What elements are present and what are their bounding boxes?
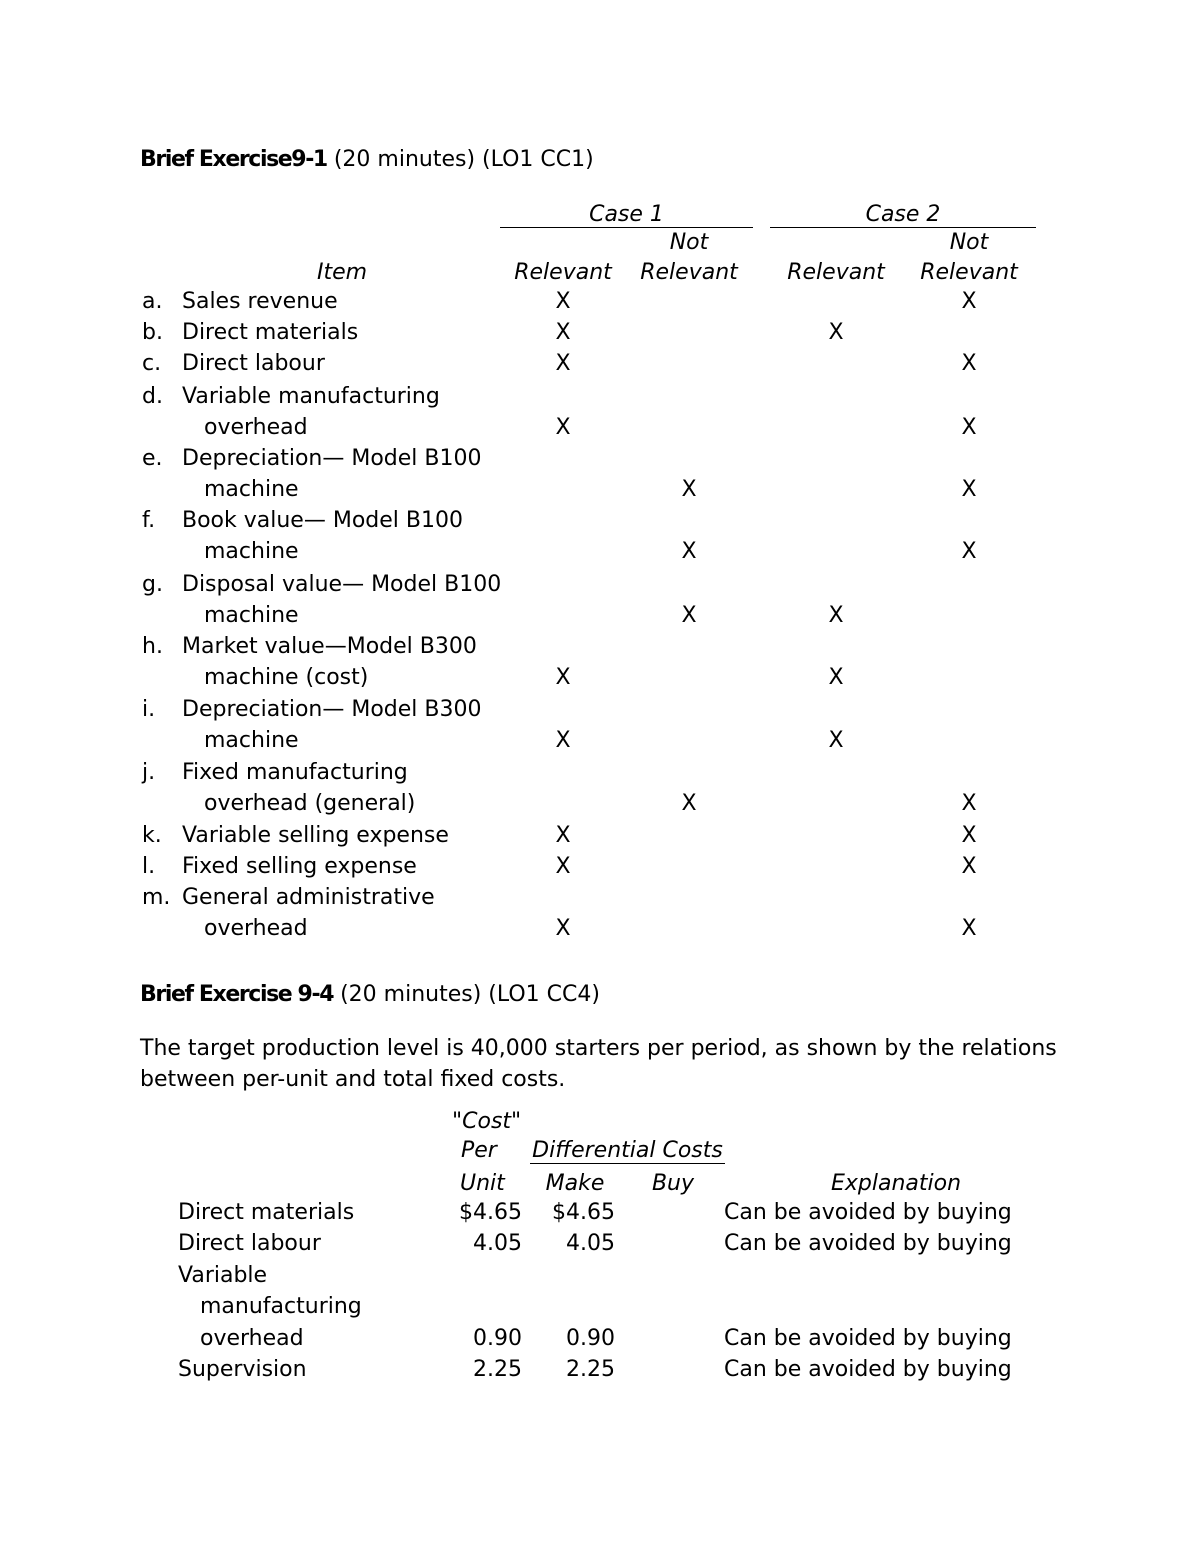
item-letter: i. xyxy=(142,697,156,722)
case-2-relevant-mark: X xyxy=(828,665,844,690)
case-1-relevant-mark: X xyxy=(555,665,571,690)
cost-item-label: Variable xyxy=(178,1263,268,1288)
item-label: Disposal value— Model B100 xyxy=(182,572,502,597)
item-label-continued: overhead (general) xyxy=(204,791,416,816)
case-1-relevant-mark: X xyxy=(555,728,571,753)
cost-per-unit-value: 4.05 xyxy=(473,1231,522,1256)
item-label-continued: machine xyxy=(204,477,299,502)
cost-per-unit-value: $4.65 xyxy=(459,1200,522,1225)
make-cost-value: 4.05 xyxy=(566,1231,615,1256)
case-2-not-relevant-mark: X xyxy=(961,823,977,848)
case-1-relevant-header: Relevant xyxy=(514,260,612,285)
case-2-not-label: Not xyxy=(949,230,989,255)
cost-per-unit-value: 0.90 xyxy=(473,1326,522,1351)
case-1-relevant-mark: X xyxy=(555,823,571,848)
case-2-rule xyxy=(770,227,1036,228)
case-2-not-relevant-mark: X xyxy=(961,916,977,941)
case-2-relevant-header: Relevant xyxy=(787,260,885,285)
case-1-relevant-mark: X xyxy=(555,320,571,345)
case-1-relevant-mark: X xyxy=(555,916,571,941)
item-label: Direct labour xyxy=(182,351,325,376)
item-letter: l. xyxy=(142,854,156,879)
case-1-not-label: Not xyxy=(669,230,709,255)
case-2-not-relevant-mark: X xyxy=(961,477,977,502)
item-label-continued: overhead xyxy=(204,916,308,941)
case-2-relevant-mark: X xyxy=(828,320,844,345)
item-letter: m. xyxy=(142,885,171,910)
item-label-continued: machine (cost) xyxy=(204,665,369,690)
case-2-not-relevant-mark: X xyxy=(961,791,977,816)
item-letter: f. xyxy=(142,508,156,533)
unit-header: Unit xyxy=(460,1171,505,1196)
item-letter: c. xyxy=(142,351,162,376)
case-2-not-relevant-mark: X xyxy=(961,415,977,440)
item-letter: e. xyxy=(142,446,163,471)
item-label-continued: machine xyxy=(204,728,299,753)
item-label-continued: machine xyxy=(204,603,299,628)
case-1-not-relevant-mark: X xyxy=(681,603,697,628)
exercise-9-4-paragraph-line-2: between per-unit and total fixed costs. xyxy=(140,1067,566,1092)
case-2-relevant-mark: X xyxy=(828,603,844,628)
item-label: Book value— Model B100 xyxy=(182,508,463,533)
make-header: Make xyxy=(545,1171,605,1196)
case-1-not-relevant-mark: X xyxy=(681,539,697,564)
make-cost-value: 2.25 xyxy=(566,1357,615,1382)
exercise-9-4-title: Brief Exercise 9-4 xyxy=(140,982,334,1007)
case-1-relevant-mark: X xyxy=(555,415,571,440)
item-column-header: Item xyxy=(316,260,368,285)
item-label: Variable manufacturing xyxy=(182,384,440,409)
case-2-not-relevant-header: Relevant xyxy=(920,260,1018,285)
item-label: Market value—Model B300 xyxy=(182,634,477,659)
case-1-relevant-mark: X xyxy=(555,351,571,376)
case-1-not-relevant-mark: X xyxy=(681,791,697,816)
case-2-relevant-mark: X xyxy=(828,728,844,753)
explanation-text: Can be avoided by buying xyxy=(724,1200,1012,1225)
make-cost-value: $4.65 xyxy=(552,1200,615,1225)
exercise-9-4-subtitle: (20 minutes) (LO1 CC4) xyxy=(333,982,600,1007)
explanation-text: Can be avoided by buying xyxy=(724,1357,1012,1382)
explanation-header: Explanation xyxy=(830,1171,962,1196)
item-letter: b. xyxy=(142,320,163,345)
item-letter: a. xyxy=(142,289,163,314)
item-label: Fixed selling expense xyxy=(182,854,417,879)
case-2-not-relevant-mark: X xyxy=(961,289,977,314)
item-letter: k. xyxy=(142,823,162,848)
explanation-text: Can be avoided by buying xyxy=(724,1231,1012,1256)
item-label: Depreciation— Model B300 xyxy=(182,697,482,722)
item-label: Direct materials xyxy=(182,320,359,345)
case-2-not-relevant-mark: X xyxy=(961,351,977,376)
item-label-continued: machine xyxy=(204,539,299,564)
item-label-continued: overhead xyxy=(204,415,308,440)
explanation-text: Can be avoided by buying xyxy=(724,1326,1012,1351)
case-1-relevant-mark: X xyxy=(555,289,571,314)
case-2-header: Case 2 xyxy=(865,202,941,227)
item-letter: h. xyxy=(142,634,163,659)
exercise-9-1-title: Brief Exercise9-1 xyxy=(140,147,327,172)
exercise-9-1-subtitle: (20 minutes) (LO1 CC1) xyxy=(326,147,594,172)
item-letter: g. xyxy=(142,572,163,597)
item-label: Sales revenue xyxy=(182,289,338,314)
item-letter: j. xyxy=(142,760,156,785)
buy-header: Buy xyxy=(651,1171,695,1196)
cost-per-unit-value: 2.25 xyxy=(473,1357,522,1382)
exercise-9-1-heading xyxy=(140,147,594,173)
item-label: Depreciation— Model B100 xyxy=(182,446,482,471)
exercise-9-4-heading xyxy=(140,982,600,1008)
differential-costs-header: Differential Costs xyxy=(532,1138,723,1163)
item-label: Variable selling expense xyxy=(182,823,449,848)
exercise-9-4-paragraph-line-1: The target production level is 40,000 starters per period, as shown by the relations xyxy=(140,1036,1057,1061)
case-2-not-relevant-mark: X xyxy=(961,539,977,564)
cost-header: "Cost" xyxy=(452,1109,522,1134)
case-1-relevant-mark: X xyxy=(555,854,571,879)
cost-item-label: Supervision xyxy=(178,1357,307,1382)
differential-costs-rule xyxy=(530,1163,725,1164)
cost-item-label: manufacturing xyxy=(200,1294,362,1319)
cost-item-label: Direct labour xyxy=(178,1231,321,1256)
case-1-rule xyxy=(500,227,753,228)
item-label: General administrative xyxy=(182,885,435,910)
cost-item-label: overhead xyxy=(200,1326,304,1351)
case-1-header: Case 1 xyxy=(589,202,664,227)
cost-item-label: Direct materials xyxy=(178,1200,355,1225)
make-cost-value: 0.90 xyxy=(566,1326,615,1351)
item-letter: d. xyxy=(142,384,163,409)
case-1-not-relevant-header: Relevant xyxy=(640,260,738,285)
per-header: Per xyxy=(461,1138,497,1163)
case-2-not-relevant-mark: X xyxy=(961,854,977,879)
item-label: Fixed manufacturing xyxy=(182,760,408,785)
case-1-not-relevant-mark: X xyxy=(681,477,697,502)
